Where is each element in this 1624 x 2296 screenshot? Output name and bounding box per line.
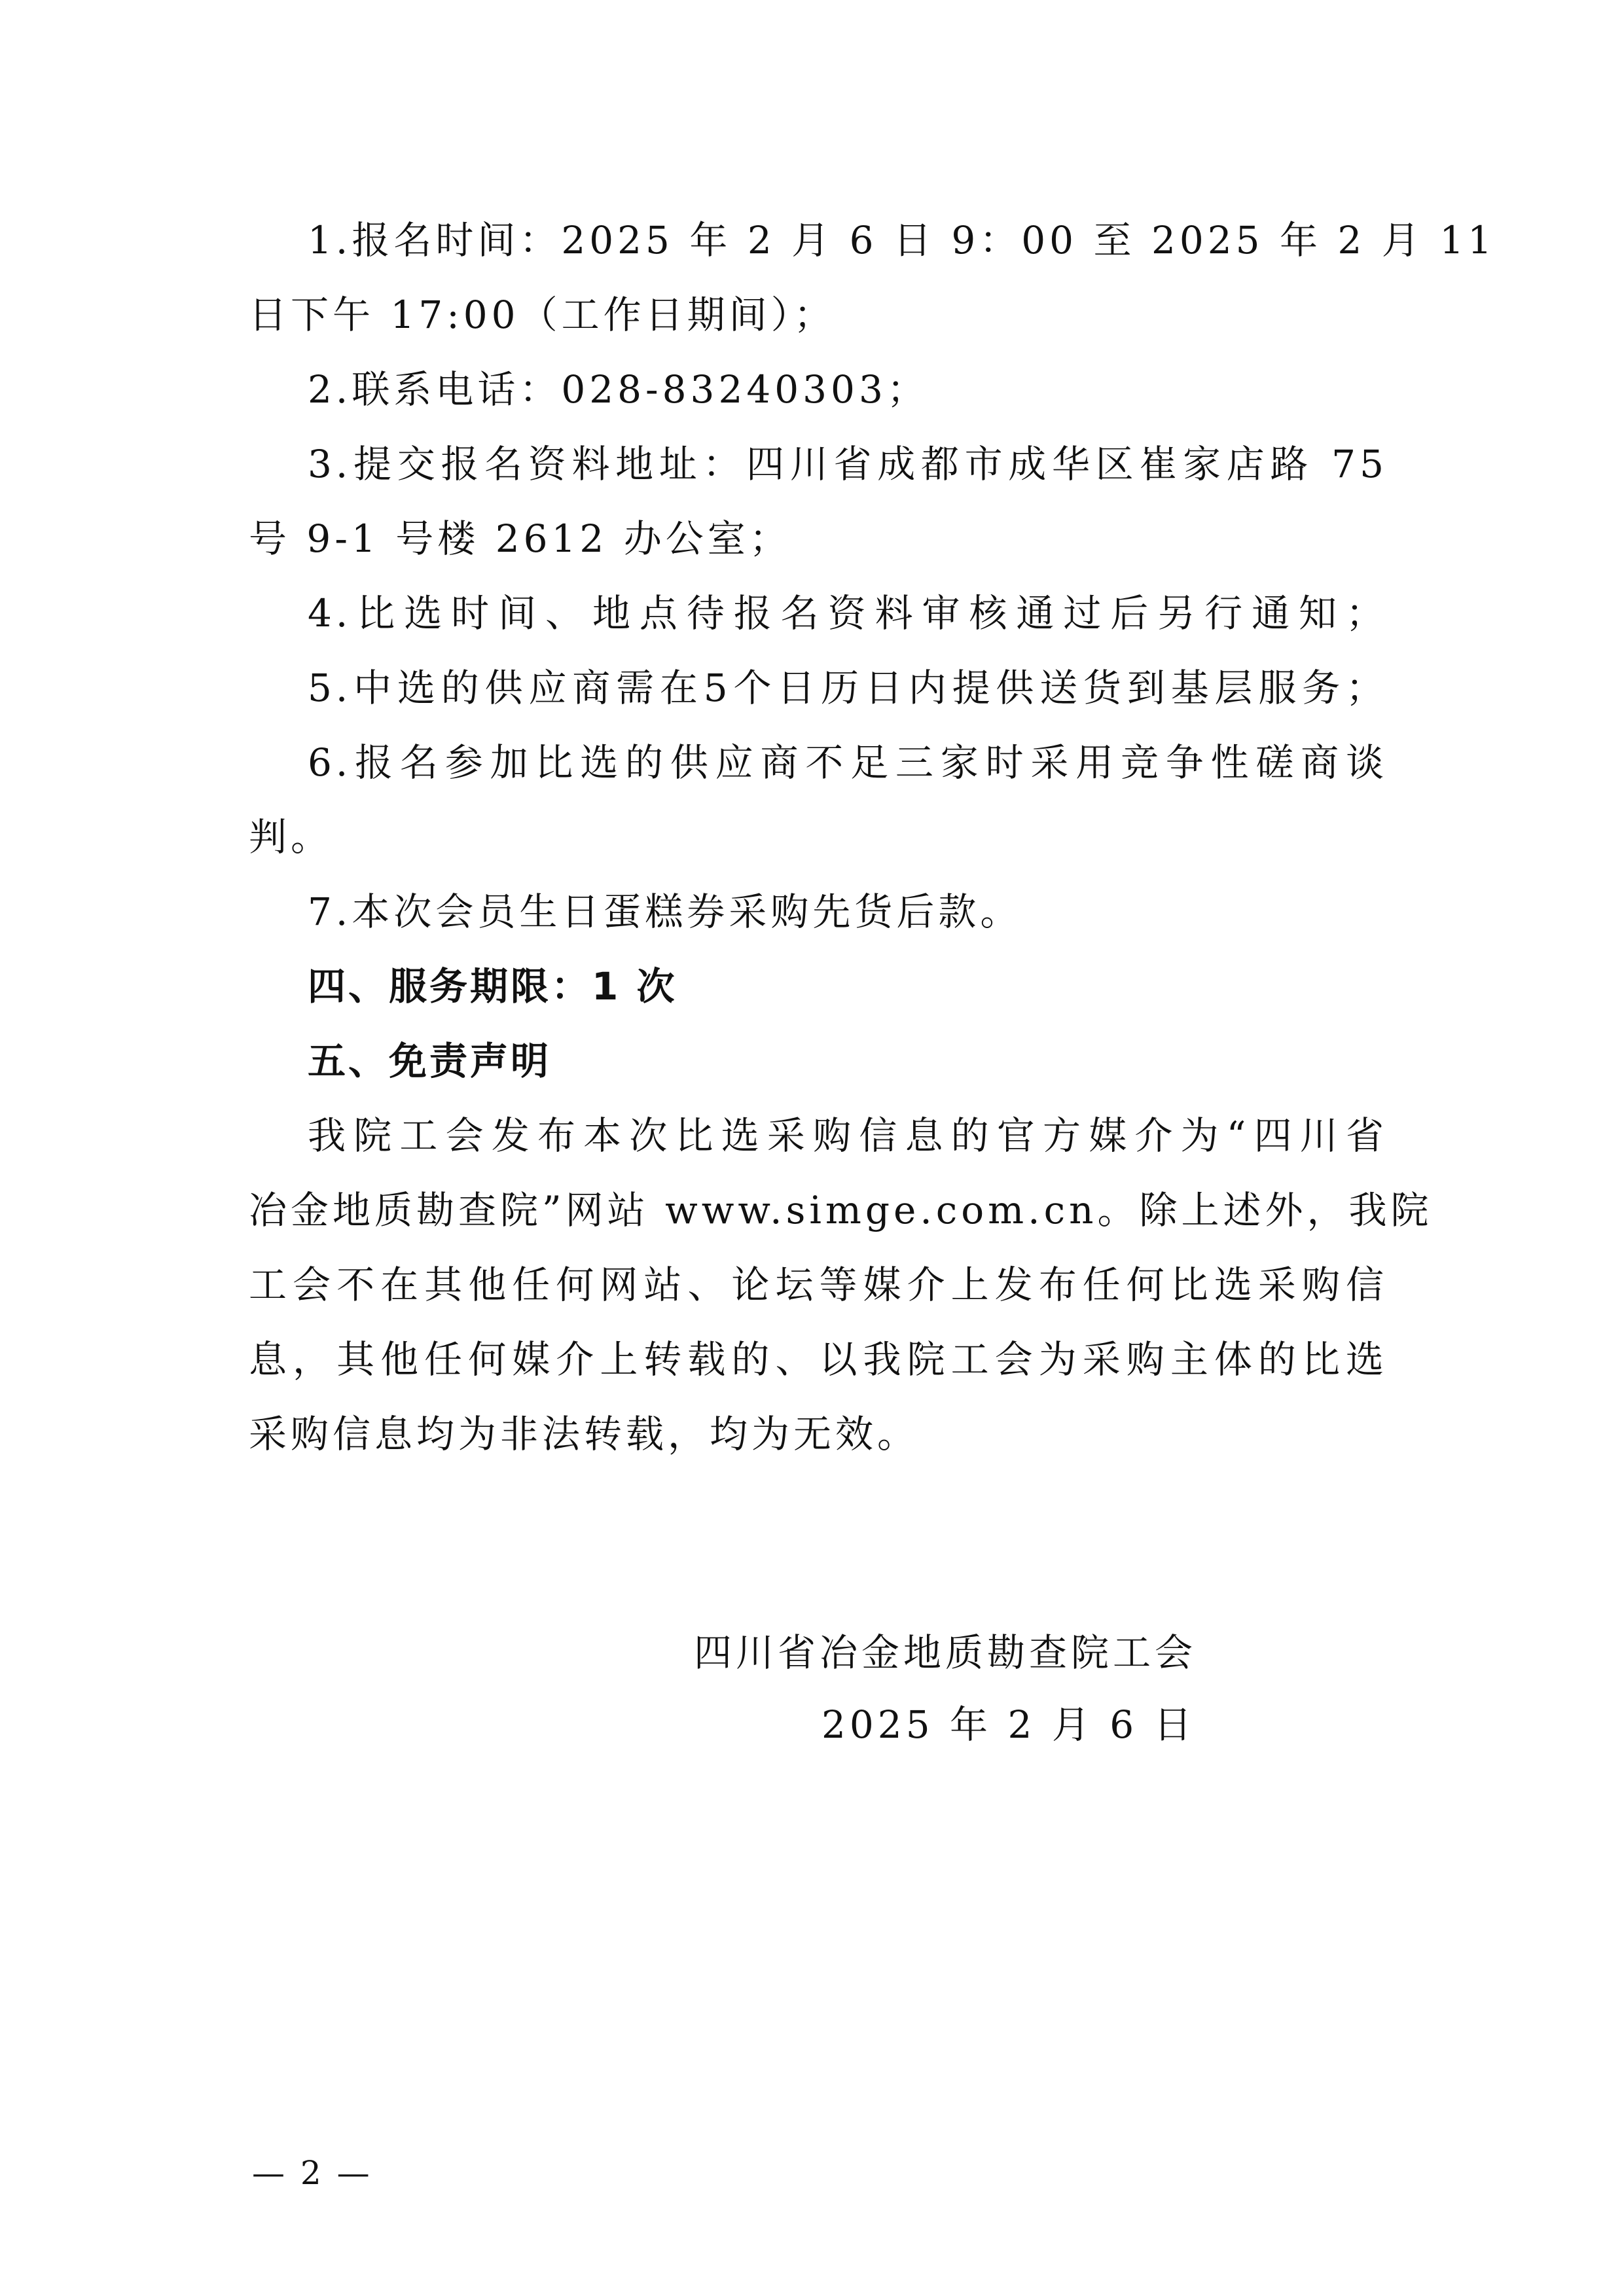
disclaimer-line-4: 息，其他任何媒介上转载的、以我院工会为采购主体的比选 (249, 1337, 1388, 1382)
item-2: 2.联系电话：028-83240303； (308, 367, 929, 412)
item-1-line-2: 日下午 17:00（工作日期间）； (249, 293, 836, 337)
item-1-line-1: 1.报名时间：2025 年 2 月 6 日 9：00 至 2025 年 2 月 11 (308, 218, 1496, 262)
page-number: — 2 — (252, 2154, 372, 2192)
disclaimer-line-1: 我院工会发布本次比选采购信息的官方媒介为“四川省 (308, 1113, 1388, 1158)
section-service-period: 四、服务期限：1 次 (308, 964, 677, 1009)
item-5: 5.中选的供应商需在5个日历日内提供送货到基层服务； (308, 666, 1388, 710)
section-disclaimer-title: 五、免责声明 (308, 1039, 552, 1083)
disclaimer-line-2: 冶金地质勘查院”网站 www.simge.com.cn。除上述外，我院 (249, 1188, 1433, 1232)
item-6-line-1: 6.报名参加比选的供应商不足三家时采用竞争性磋商谈 (308, 740, 1388, 785)
item-6-line-2: 判。 (249, 815, 333, 859)
disclaimer-line-5: 采购信息均为非法转载，均为无效。 (249, 1412, 920, 1456)
item-3-line-1: 3.提交报名资料地址：四川省成都市成华区崔家店路 75 (308, 442, 1388, 486)
signature-organization: 四川省冶金地质勘查院工会 (694, 1630, 1197, 1675)
item-7: 7.本次会员生日蛋糕券采购先货后款。 (308, 889, 1022, 934)
item-3-line-2: 号 9-1 号楼 2612 办公室； (249, 516, 791, 561)
signature-date: 2025 年 2 月 6 日 (821, 1702, 1196, 1747)
disclaimer-line-3: 工会不在其他任何网站、论坛等媒介上发布任何比选采购信 (249, 1263, 1388, 1307)
item-4: 4.比选时间、地点待报名资料审核通过后另行通知； (308, 591, 1388, 636)
